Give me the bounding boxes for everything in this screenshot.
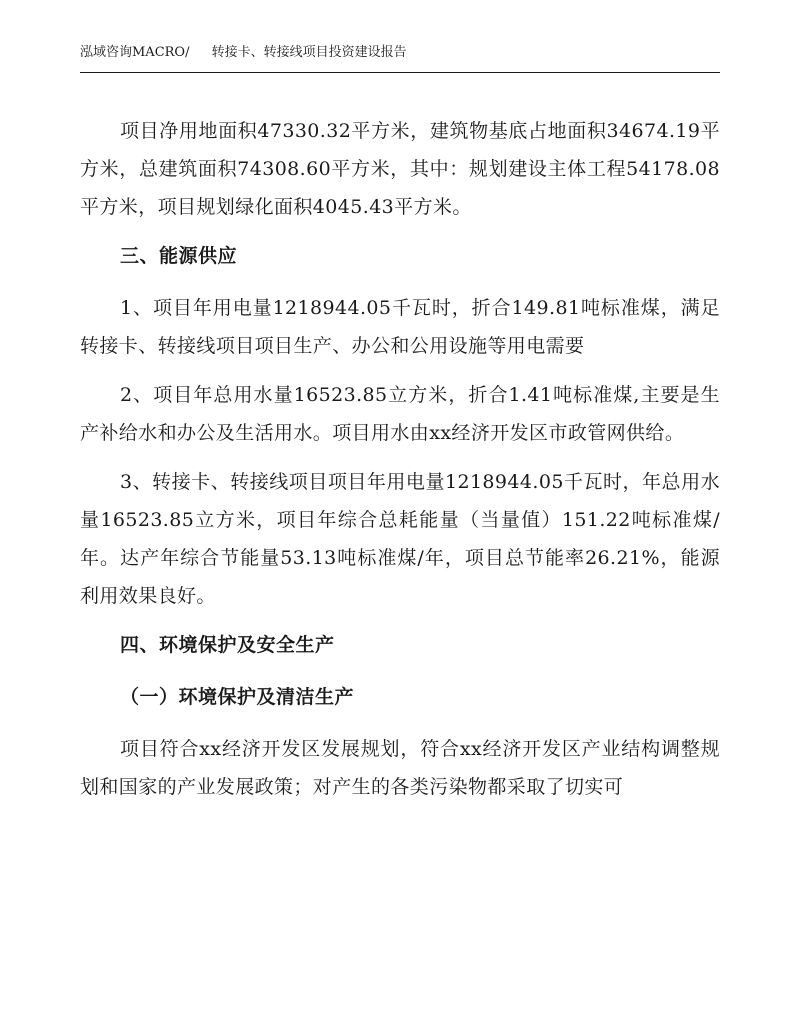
electricity-paragraph: 1、项目年用电量1218944.05千瓦时，折合149.81吨标准煤，满足转接卡、转接线项目项目生产、办公和公用设施等用电需要	[80, 297, 720, 357]
water-paragraph: 2、项目年总用水量16523.85立方米，折合1.41吨标准煤,主要是生产补给水和办公及生活用水。项目用水由xx经济开发区市政管网供给。	[80, 384, 720, 444]
environment-paragraph: 项目符合xx经济开发区发展规划，符合xx经济开发区产业结构调整规划和国家的产业发展政策；对产生的各类污染物都采取了切实可	[80, 738, 720, 798]
page-header	[80, 44, 720, 62]
energy-supply-heading: 三、能源供应	[120, 245, 238, 267]
energy-total-paragraph: 3、转接卡、转接线项目项目年用电量1218944.05千瓦时，年总用水量16523.85立方米，项目年综合总耗能量（当量值）151.22吨标准煤/年。达产年综合节能量53.13吨标准煤/年，项目总节能率26.21%，能源利用效果良好。	[80, 471, 720, 607]
document-title: 转接卡、转接线项目投资建设报告	[211, 45, 407, 60]
document-body	[80, 112, 720, 817]
environment-safety-heading: 四、环境保护及安全生产	[120, 634, 335, 656]
header-divider	[80, 72, 720, 73]
environment-protection-subheading: （一）环境保护及清洁生产	[120, 686, 355, 708]
land-area-paragraph: 项目净用地面积47330.32平方米，建筑物基底占地面积34674.19平方米，总建筑面积74308.60平方米，其中：规划建设主体工程54178.08平方米，项目规划绿化面积4045.43平方米。	[80, 120, 720, 218]
company-name: 泓域咨询MACRO/	[80, 45, 190, 60]
